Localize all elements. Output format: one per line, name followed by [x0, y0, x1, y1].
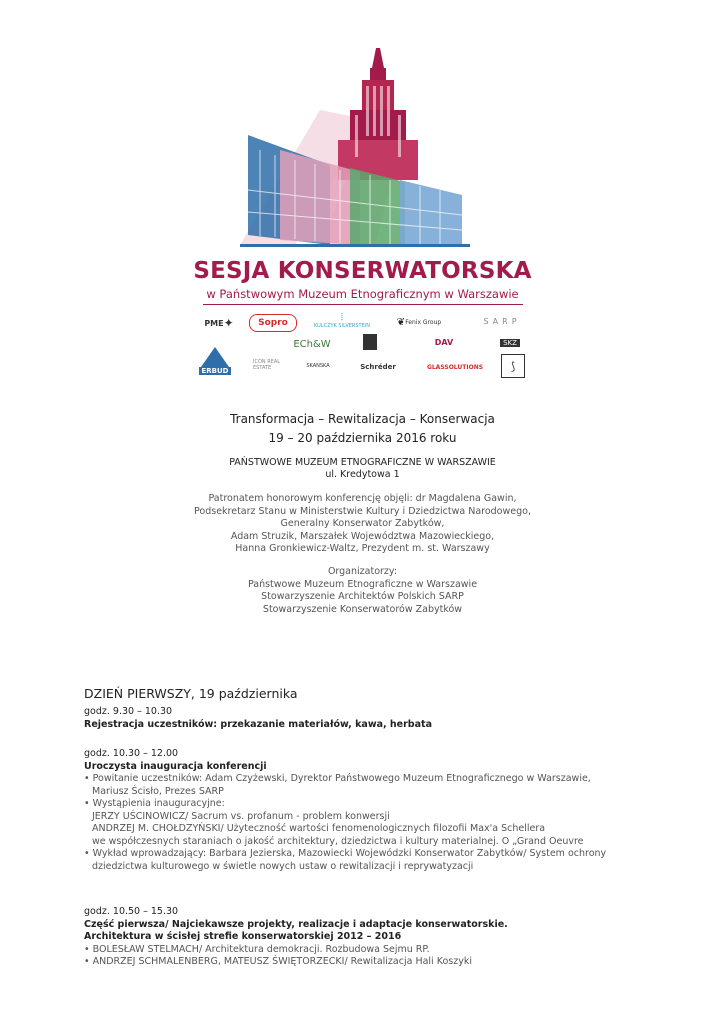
sponsor-logo: ICON REAL ESTATE	[253, 359, 281, 371]
session-time: godz. 10.30 – 12.00	[84, 748, 179, 759]
list-item-text: Mariusz Ścisło, Prezes SARP	[92, 785, 224, 797]
organizer-item: Stowarzyszenie Architektów Polskich SARP	[261, 591, 464, 602]
sponsor-logo: ⟆	[501, 354, 525, 378]
list-item	[84, 773, 644, 798]
session-time: godz. 10.50 – 15.30	[84, 906, 179, 917]
organizer-item: Stowarzyszenie Konserwatorów Zabytków	[262, 603, 463, 615]
page-title: SESJA KONSERWATORSKA	[193, 258, 532, 284]
conference-topics	[0, 410, 725, 448]
list-item-text: ANDRZEJ M. CHOŁDZYŃSKI/ Użyteczność wartości fenomenologicznych filozofii Max'a Schellera	[92, 823, 546, 834]
sponsor-logo	[363, 334, 377, 350]
sponsor-logo: GLASSOLUTIONS	[426, 363, 484, 371]
session-time: godz. 9.30 – 10.30	[84, 706, 173, 717]
sponsor-logo: DAV	[434, 337, 454, 347]
venue	[0, 457, 725, 481]
organizer-item: Państwowe Muzeum Etnograficzne w Warszawie	[247, 578, 478, 590]
organizers	[0, 566, 725, 616]
palace-illustration	[200, 40, 525, 260]
list-item-text: we współczesnych staraniach o jakość architektury, dziedzictwa i kultury materialnej. O „Grand Oeuvre	[92, 835, 584, 847]
topics-line: Transformacja – Rewitalizacja – Konserwacja	[230, 412, 495, 426]
page-subtitle: w Państwowym Muzeum Etnograficznym w Warszawie	[206, 287, 519, 301]
session-inauguration	[84, 748, 644, 873]
list-item: • BOLESŁAW STELMACH/ Architektura demokracji. Rozbudowa Sejmu RP.	[84, 943, 430, 955]
sponsor-logo: Schréder	[360, 363, 396, 371]
sponsor-logo: SKZ	[497, 338, 523, 348]
sponsor-logo: ECh&W	[293, 338, 331, 350]
sponsor-logo: ERBUD	[199, 344, 231, 376]
patronage-line: Patronatem honorowym konferencję objęli: dr Magdalena Gawin,	[208, 493, 517, 504]
list-item	[84, 798, 644, 848]
patronage	[0, 493, 725, 556]
erbud-mark-icon	[199, 345, 231, 367]
session-title: Architektura w ścisłej strefie konserwatorskiej 2012 – 2016	[84, 931, 402, 942]
patronage-line: Hanna Gronkiewicz-Waltz, Prezydent m. st. Warszawy	[235, 543, 490, 554]
sponsor-logo: SKANSKA	[306, 363, 330, 369]
patronage-line: Adam Struzik, Marszałek Województwa Mazowieckiego,	[230, 530, 495, 542]
venue-name: PAŃSTWOWE MUZEUM ETNOGRAFICZNE W WARSZAWIE	[229, 457, 496, 468]
dates-line: 19 – 20 października 2016 roku	[268, 431, 457, 445]
sponsor-logo: PME ✦	[204, 316, 234, 330]
list-item-text: • Wystąpienia inauguracyjne:	[84, 798, 225, 809]
list-item-text: JERZY UŚCINOWICZ/ Sacrum vs. profanum - problem konwersji	[92, 810, 390, 822]
list-item	[84, 848, 644, 873]
list-item: • ANDRZEJ SCHMALENBERG, MATEUSZ ŚWIĘTORZECKI/ Rewitalizacja Hali Koszyki	[84, 956, 472, 967]
patronage-line: Generalny Konserwator Zabytków,	[280, 518, 445, 529]
list-item-text: • Wykład wprowadzający: Barbara Jezierska, Mazowiecki Wojewódzki Konserwator Zabytków/ System ochrony	[84, 848, 607, 859]
session-title: Część pierwsza/ Najciekawsze projekty, realizacje i adaptacje konserwatorskie.	[84, 918, 508, 930]
session-registration	[84, 706, 644, 731]
sponsor-logos	[195, 310, 535, 380]
sponsor-logo: Sopro	[249, 314, 297, 332]
sponsor-logo: SARP	[483, 316, 521, 326]
title-divider	[203, 304, 523, 305]
day-heading: DZIEŃ PIERWSZY, 19 października	[84, 686, 298, 701]
list-item-text: • Powitanie uczestników: Adam Czyżewski, Dyrektor Państwowego Muzeum Etnograficznego w Warszawie,	[84, 773, 591, 784]
list-item-text: dziedzictwa kulturowego w świetle nowych ustaw o rewitalizacji i reprywatyzacji	[92, 860, 474, 872]
sponsor-logo: ❦ Fenix Group	[396, 316, 442, 328]
sponsor-logo: ⦙ KULCZYK SILVERSTEIN	[314, 311, 370, 329]
venue-address: ul. Kredytowa 1	[325, 469, 400, 480]
patronage-line: Podsekretarz Stanu w Ministerstwie Kultury i Dziedzictwa Narodowego,	[194, 505, 531, 517]
session-title: Uroczysta inauguracja konferencji	[84, 760, 267, 772]
session-title: Rejestracja uczestników: przekazanie materiałów, kawa, herbata	[84, 718, 432, 730]
session-part-one	[84, 906, 644, 969]
organizers-label: Organizatorzy:	[327, 566, 398, 577]
